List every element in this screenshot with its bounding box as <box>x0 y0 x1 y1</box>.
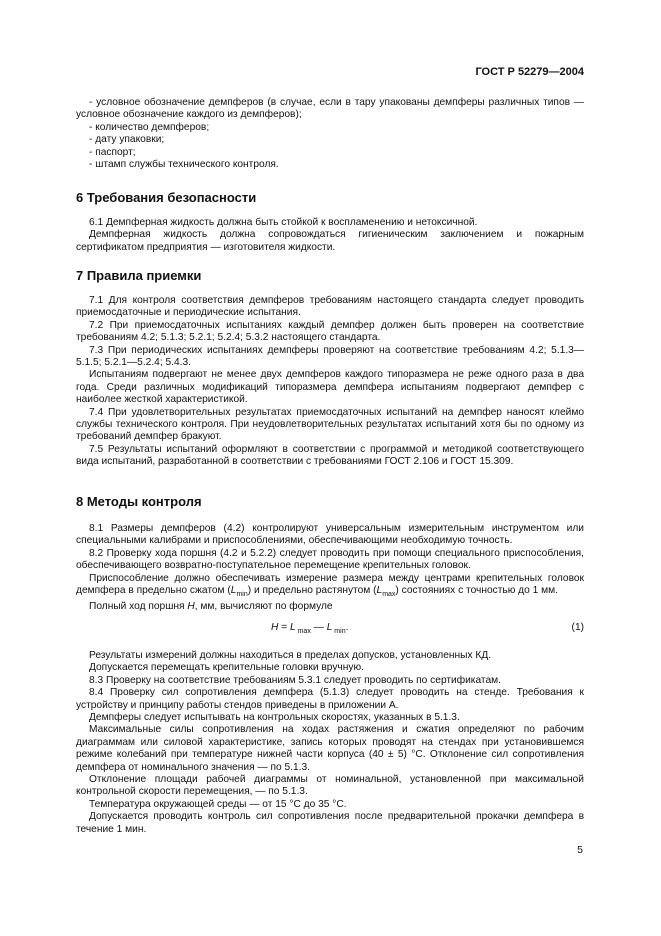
paragraph: 7.1 Для контроля соответствия демпферов требованиям настоящего стандарта следует проводить приемосдаточные и периодические испытания. <box>76 295 584 319</box>
document-code-header: ГОСТ Р 52279—2004 <box>475 66 584 78</box>
list-intro <box>76 97 584 171</box>
page-number: 5 <box>577 844 583 856</box>
paragraph: Допускается перемещать крепительные головки вручную. <box>89 662 364 674</box>
formula-1 <box>76 614 584 642</box>
section-6 <box>76 190 584 254</box>
paragraph: Испытаниям подвергают не менее двух демпферов каждого типоразмера не реже одного раза в два года. Среди различных модификаций типоразмера демпфера испытаниям подвергают демпфер с наиболее жесткой характеристикой. <box>76 369 584 406</box>
section-7 <box>76 268 584 469</box>
paragraph: 8.4 Проверку сил сопротивления демпфера (5.1.3) следует проводить на стенде. Требования к устройству и принципу работы стендов приведены в приложении А. <box>76 687 584 711</box>
list-item: - дату упаковки; <box>89 134 165 146</box>
paragraph: 7.2 При приемосдаточных испытаниях каждый демпфер должен быть проверен на соответствие требованиям 4.2; 5.1.3; 5.2.1; 5.2.4; 5.3.2 настоящего стандарта. <box>76 319 584 344</box>
formula-number: (1) <box>571 621 584 633</box>
section-8 <box>76 494 584 836</box>
paragraph: Максимальные силы сопротивления на ходах растяжения и сжатия определяют по рабочим диаграммам или силовой характеристике, запись которых проводят на стендах при установившемся режиме колебаний при температуре нижней части корпуса (40 ± 5) °С. Отклонение сил сопротивления демпфера от номинального значения — по 5.1.3. <box>76 724 584 773</box>
paragraph: 7.4 При удовлетворительных результатах приемосдаточных испытаний на демпфер наносят клеймо службы технического контроля. При неудовлетворительных результатах испытаний хотя бы по одному из требований демпфер бракуют. <box>76 406 584 443</box>
list-item: - паспорт; <box>89 146 136 158</box>
paragraph: 6.1 Демпферная жидкость должна быть стойкой к воспламенению и нетоксичной. <box>89 217 478 228</box>
paragraph: 7.3 При периодических испытаниях демпферы проверяют на соответствие требованиям 4.2; 5.1.3—5.1.5; 5.2.1—5.2.4; 5.4.3. <box>76 344 584 369</box>
list-item: - штамп службы технического контроля. <box>89 159 279 171</box>
paragraph: 8.3 Проверку на соответствие требованиям 5.3.1 следует проводить по сертификатам. <box>89 674 501 686</box>
list-item: - количество демпферов; <box>89 121 210 133</box>
section-6-title: 6 Требования безопасности <box>76 190 257 205</box>
paragraph: Результаты измерений должны находиться в пределах допусков, установленных КД. <box>89 649 492 661</box>
paragraph: Демпферная жидкость должна сопровождаться гигиеническим заключением и пожарным сертификатом предприятия — изготовителя жидкости. <box>76 229 584 253</box>
section-8-title: 8 Методы контроля <box>76 494 202 509</box>
paragraph: 7.5 Результаты испытаний оформляют в соответствии с программой и методикой соответствующего вида испытаний, разработанной в соответствии с требованиями ГОСТ 2.106 и ГОСТ 15.309. <box>76 443 584 468</box>
list-item: - условное обозначение демпферов (в случае, если в тару упакованы демпферы различных типов — условное обозначение каждого из демпферов); <box>76 97 584 121</box>
paragraph: Полный ход поршня H, мм, вычисляют по формуле <box>89 601 333 613</box>
paragraph: Отклонение площади рабочей диаграммы от номинальной, установленной при максимальной контрольной скорости перемещения, — по 5.1.3. <box>76 773 584 798</box>
paragraph: Демпферы следует испытывать на контрольных скоростях, указанных в 5.1.3. <box>89 711 460 723</box>
paragraph: Приспособление должно обеспечивать измерение размера между центрами крепительных головок демпфера в предельно сжатом $(L_{min})$ и предельно растянутом $(L_{max})$ состояниях с точностью до 1 мм. <box>76 572 584 599</box>
formula-expression: H = L $_{max}$ — L $_{min}$. <box>271 621 349 635</box>
paragraph: 8.1 Размеры демпферов (4.2) контролируют универсальным измерительным инструментом или специальными калибрами и приспособлениями, обеспечивающими необходимую точность. <box>76 523 584 547</box>
paragraph: Температура окружающей среды — от 15 °С до 35 °С. <box>89 798 347 810</box>
section-7-title: 7 Правила приемки <box>76 268 202 283</box>
paragraph: Допускается проводить контроль сил сопротивления после предварительной прокачки демпфера в течение 1 мин. <box>76 811 584 835</box>
paragraph: 8.2 Проверку хода поршня (4.2 и 5.2.2) следует проводить при помощи специального приспособления, обеспечивающего возвратно-поступательное перемещение крепительных головок. <box>76 547 584 572</box>
